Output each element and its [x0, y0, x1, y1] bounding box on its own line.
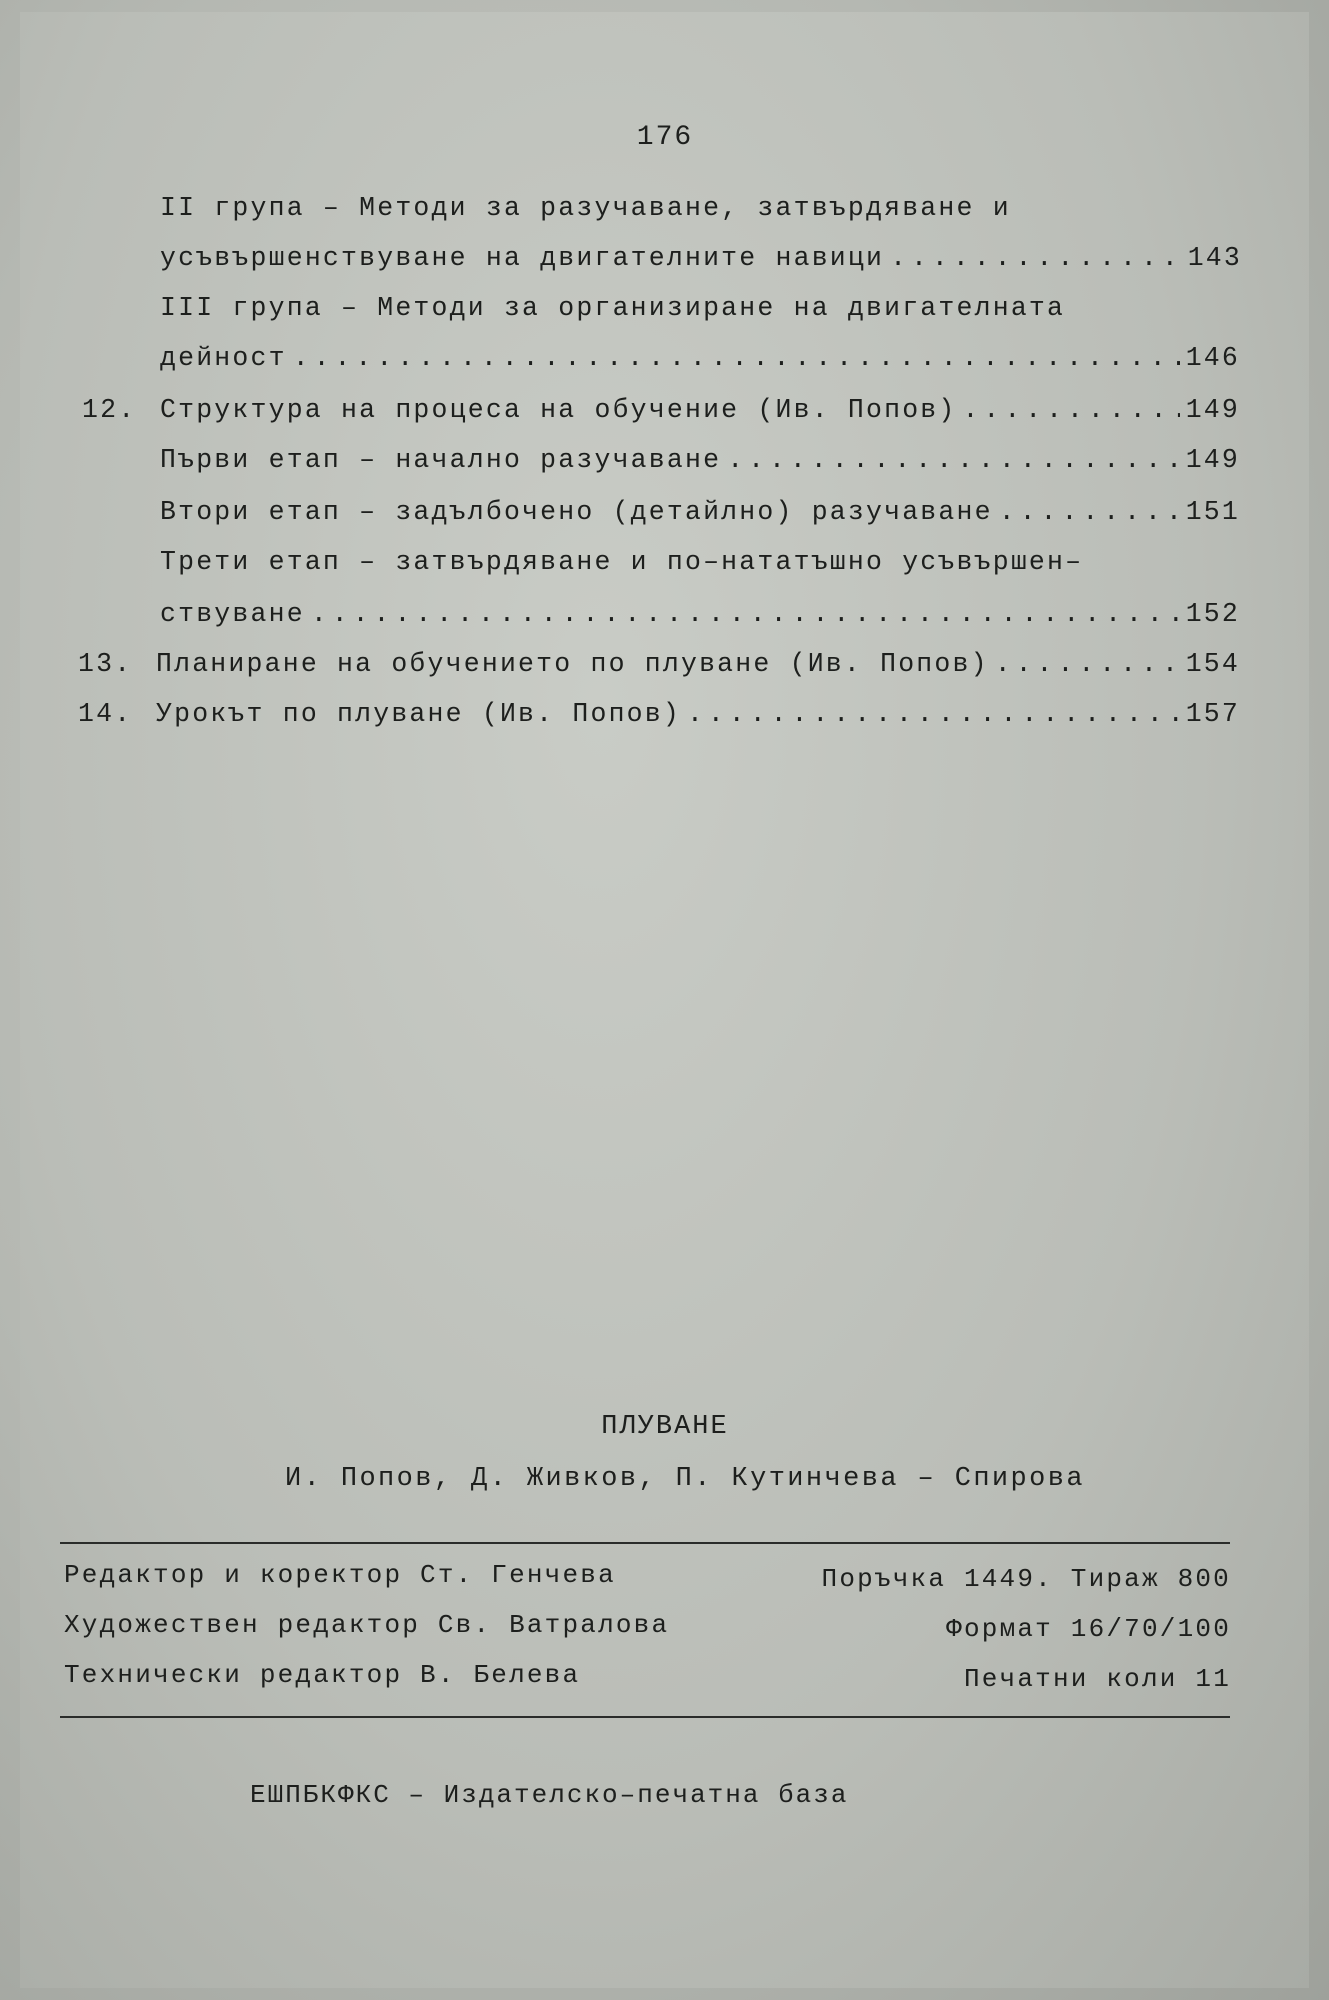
dot-leader: [890, 238, 1182, 278]
imprint-tech-editor: Технически редактор В. Белева: [64, 1660, 581, 1690]
page-number: 176: [636, 122, 694, 153]
toc-group2-line2: усъвършенствуване на двигателните навици: [160, 243, 885, 273]
dot-leader: [311, 594, 1180, 634]
toc-group3-line1: III група – Методи за организиране на двигателната: [160, 293, 1066, 323]
toc-item12-entry: [160, 390, 1240, 430]
book-title: ПЛУВАНЕ: [601, 1412, 729, 1442]
toc-group3-entry: [160, 338, 1240, 378]
imprint-top-rule: [60, 1542, 1230, 1544]
toc-stage3-line1: Трети етап – затвърдяване и по–нататъшно усъвършен–: [160, 547, 1084, 577]
imprint-publisher: ЕШПБКФКС – Издателско–печатна база: [250, 1780, 849, 1810]
book-authors: И. Попов, Д. Живков, П. Кутинчева – Спирова: [285, 1464, 1085, 1494]
toc-item13-text: Планиране на обучението по плуване (Ив. Попов): [156, 649, 989, 679]
toc-stage3-line2: ствуване: [160, 599, 305, 629]
toc-stage2-entry: [160, 492, 1240, 532]
toc-group2-line1: II група – Методи за разучаване, затвърдяване и: [160, 193, 1011, 223]
imprint-editor: Редактор и коректор Ст. Генчева: [64, 1560, 616, 1590]
toc-item13-number: 13.: [78, 649, 133, 679]
toc-stage1-entry: [160, 440, 1240, 480]
dot-leader: [687, 694, 1180, 734]
toc-item12-text: Структура на процеса на обучение (Ив. Попов): [160, 395, 957, 425]
toc-item14-page: 157: [1185, 699, 1240, 729]
toc-item12-number: 12.: [82, 395, 137, 425]
toc-stage3-page: 152: [1185, 599, 1240, 629]
dot-leader: [963, 390, 1180, 430]
book-page: [20, 12, 1309, 1988]
toc-item12-page: 149: [1185, 395, 1240, 425]
toc-group3-line2: дейност: [160, 343, 287, 373]
imprint-bottom-rule: [60, 1716, 1230, 1718]
toc-item13-entry: [156, 644, 1240, 684]
toc-item14-entry: [156, 694, 1240, 734]
toc-stage3-entry: [160, 594, 1240, 634]
toc-item13-page: 154: [1185, 649, 1240, 679]
dot-leader: [995, 644, 1180, 684]
imprint-sheets: Печатни коли 11: [963, 1664, 1231, 1694]
imprint-order: Поръчка 1449. Тираж 800: [821, 1564, 1231, 1594]
toc-stage1-text: Първи етап – начално разучаване: [160, 445, 722, 475]
toc-stage1-page: 149: [1185, 445, 1240, 475]
dot-leader: [727, 440, 1180, 480]
imprint-format: Формат 16/70/100: [946, 1614, 1231, 1644]
toc-group2-entry: [160, 238, 1242, 278]
imprint-art-editor: Художествен редактор Св. Ватралова: [64, 1610, 670, 1640]
toc-item14-text: Урокът по плуване (Ив. Попов): [156, 699, 681, 729]
toc-item14-number: 14.: [78, 699, 133, 729]
dot-leader: [999, 492, 1180, 532]
toc-group2-page: 143: [1187, 243, 1242, 273]
dot-leader: [293, 338, 1180, 378]
toc-stage2-text: Втори етап – задълбочено (детайлно) разучаване: [160, 497, 993, 527]
toc-group3-page: 146: [1185, 343, 1240, 373]
toc-stage2-page: 151: [1185, 497, 1240, 527]
